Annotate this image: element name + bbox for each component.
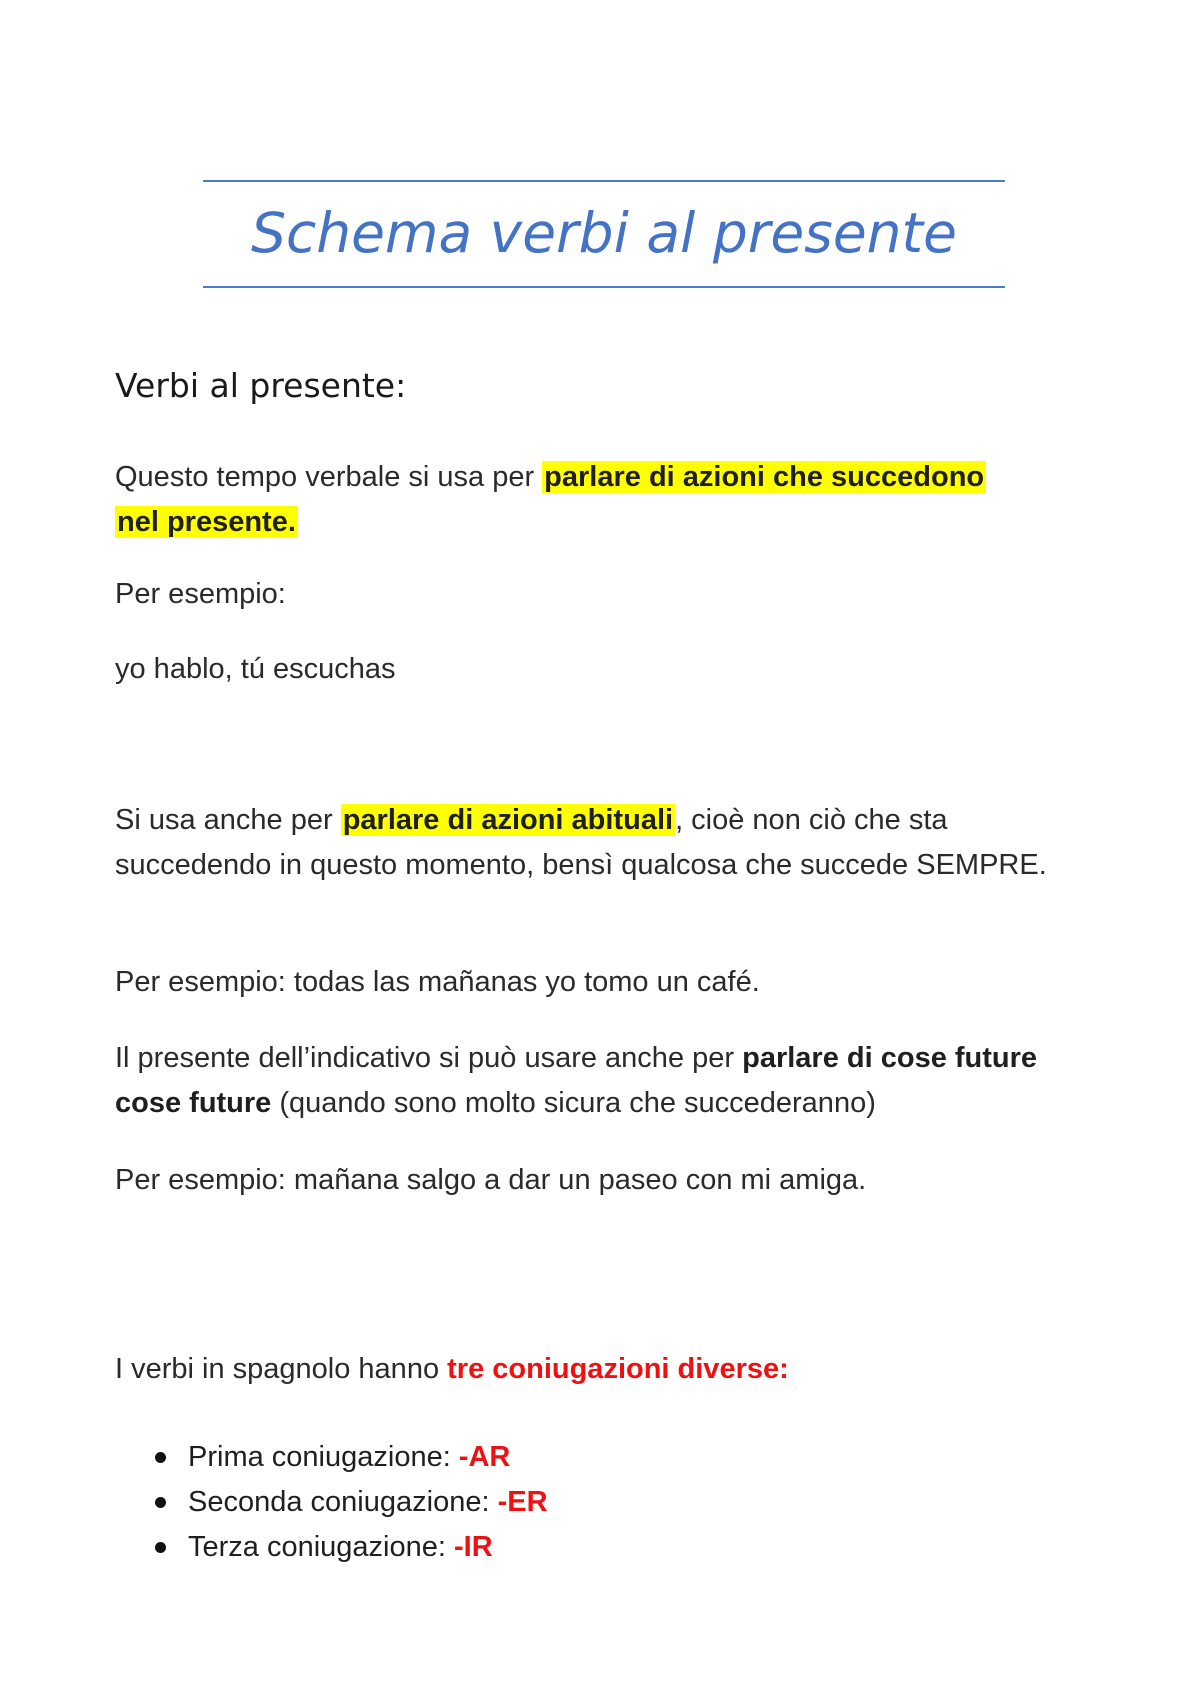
- bullet-icon: [155, 1497, 166, 1508]
- paragraph-example-habitual: Per esempio: todas las mañanas yo tomo un café.: [115, 966, 760, 998]
- paragraph-example: yo hablo, tú escuchas: [115, 653, 396, 685]
- section-heading: Verbi al presente:: [115, 366, 407, 405]
- conjugation-list: [150, 1435, 548, 1570]
- title-block: [203, 180, 1005, 288]
- highlighted-text: nel presente.: [117, 506, 296, 538]
- paragraph-future-usage: [115, 1036, 1095, 1126]
- paragraph-usage-present: [115, 455, 1095, 545]
- paragraph-text: Si usa anche per: [115, 804, 341, 836]
- conjugation-ending: -ER: [497, 1486, 548, 1518]
- red-emphasis-text: tre coniugazioni diverse:: [447, 1353, 789, 1385]
- conjugation-label: Prima coniugazione:: [188, 1441, 459, 1473]
- title-bottom-rule: [203, 286, 1005, 288]
- list-item: [150, 1435, 548, 1480]
- paragraph-conjugations-intro: [115, 1347, 1095, 1392]
- highlighted-text: parlare di azioni che succedono: [544, 461, 985, 493]
- paragraph-text: Questo tempo verbale si usa per: [115, 461, 543, 493]
- list-item: [150, 1480, 548, 1525]
- bold-text: parlare di cose future cose future: [115, 1042, 1038, 1119]
- paragraph-text: I verbi in spagnolo hanno: [115, 1353, 448, 1385]
- list-item: [150, 1525, 548, 1570]
- bullet-icon: [155, 1452, 166, 1463]
- conjugation-ending: -AR: [458, 1441, 511, 1473]
- conjugation-label: Seconda coniugazione:: [188, 1486, 498, 1518]
- paragraph-text: , cioè non ciò che sta succedendo in questo momento, bensì qualcosa che succede SEMPRE.: [115, 804, 1047, 881]
- bullet-icon: [155, 1542, 166, 1553]
- conjugation-ending: -IR: [454, 1531, 493, 1563]
- paragraph-text: Il presente dell’indicativo si può usare anche per: [115, 1042, 743, 1074]
- document-title: Schema verbi al presente: [251, 201, 957, 265]
- highlighted-text: parlare di azioni abituali: [342, 804, 674, 836]
- paragraph-example-future: Per esempio: mañana salgo a dar un paseo con mi amiga.: [115, 1164, 867, 1196]
- paragraph-text: (quando sono molto sicura che succederanno): [271, 1087, 876, 1119]
- conjugation-label: Terza coniugazione:: [188, 1531, 454, 1563]
- paragraph-example-label: Per esempio:: [115, 578, 286, 610]
- title-top-rule: [203, 180, 1005, 182]
- paragraph-habitual-actions: [115, 798, 1095, 888]
